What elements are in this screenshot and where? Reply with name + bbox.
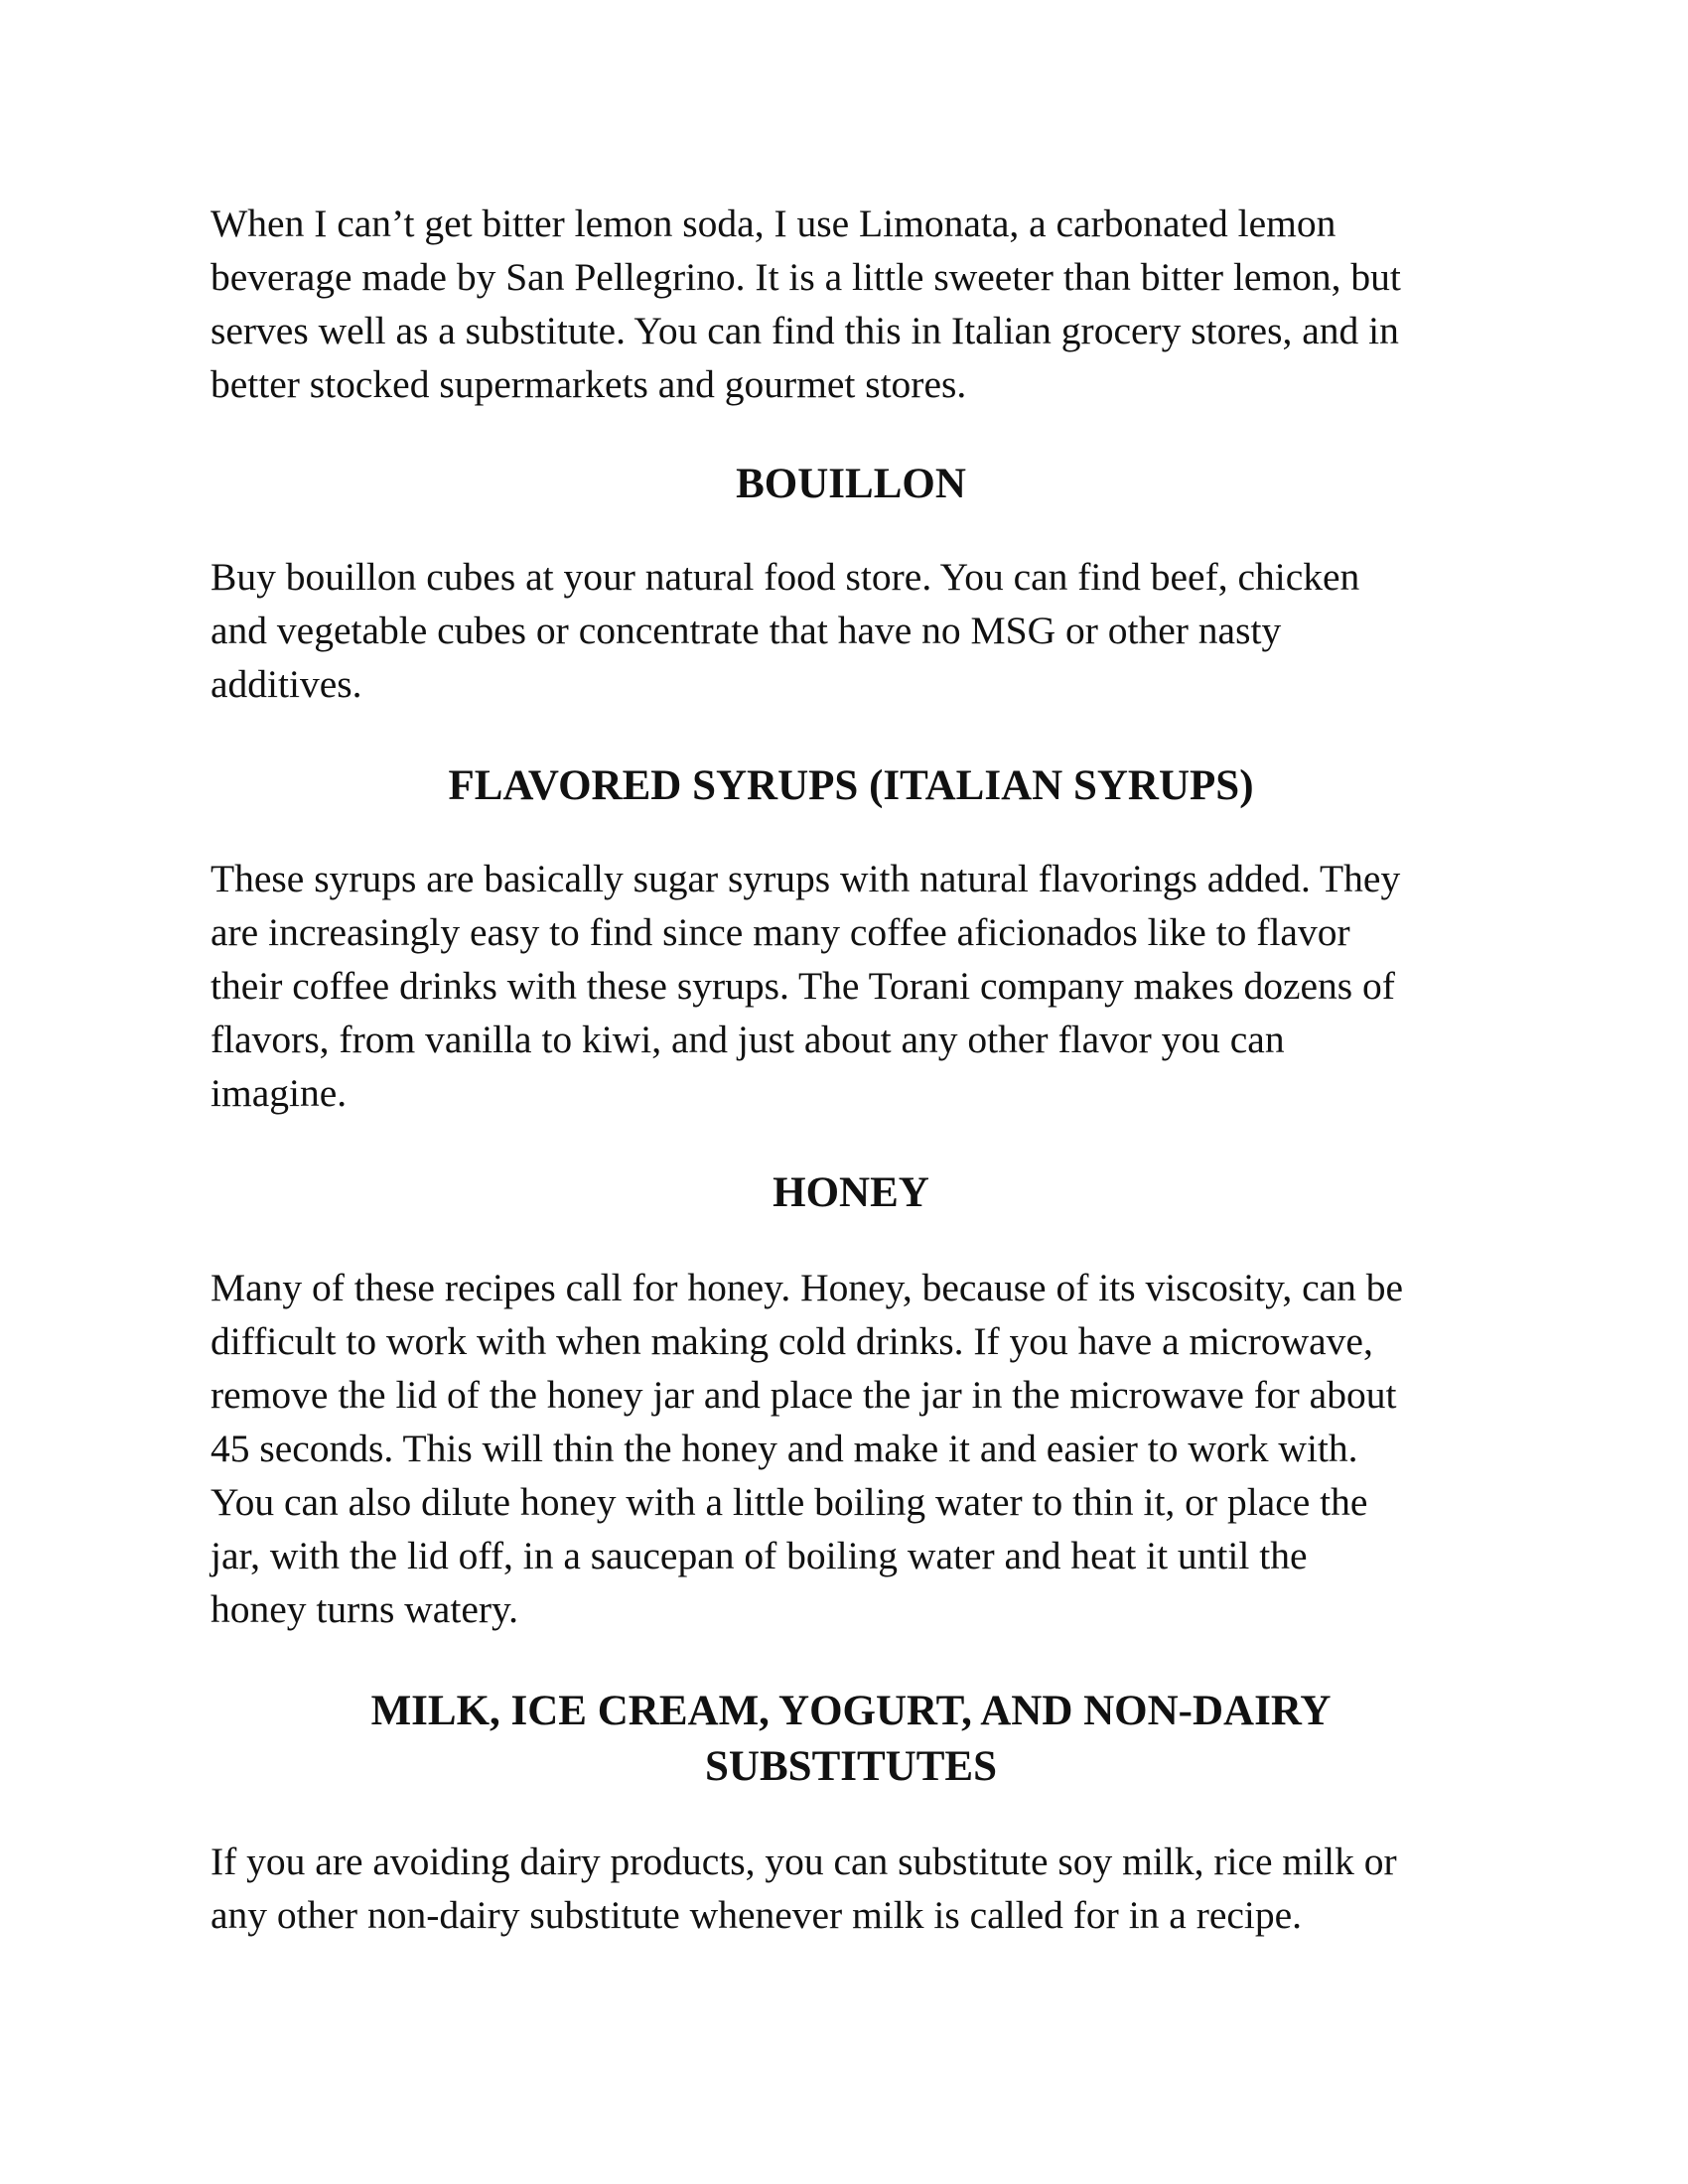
text-line: are increasingly easy to find since many coffee aficionados like to flavor	[211, 910, 1350, 954]
milk-heading	[211, 1684, 1491, 1795]
text-line: When I can’t get bitter lemon soda, I use Limonata, a carbonated lemon	[211, 202, 1336, 245]
honey-paragraph	[211, 1261, 1491, 1636]
text-line: imagine.	[211, 1071, 348, 1115]
milk-paragraph	[211, 1835, 1491, 1942]
text-line: remove the lid of the honey jar and place the jar in the microwave for about	[211, 1373, 1397, 1417]
text-line: flavors, from vanilla to kiwi, and just about any other flavor you can	[211, 1018, 1285, 1061]
text-line: honey turns watery.	[211, 1587, 519, 1631]
honey-heading: HONEY	[773, 1169, 929, 1216]
text-line: difficult to work with when making cold drinks. If you have a microwave,	[211, 1319, 1373, 1363]
document-page	[211, 197, 1491, 1942]
text-line: Buy bouillon cubes at your natural food store. You can find beef, chicken	[211, 555, 1360, 599]
text-line: If you are avoiding dairy products, you can substitute soy milk, rice milk or	[211, 1840, 1397, 1883]
text-line: These syrups are basically sugar syrups with natural flavorings added. They	[211, 857, 1401, 900]
text-line: serves well as a substitute. You can find this in Italian grocery stores, and in	[211, 309, 1399, 352]
text-line: 45 seconds. This will thin the honey and make it and easier to work with.	[211, 1427, 1358, 1470]
heading-line: MILK, ICE CREAM, YOGURT, AND NON-DAIRY	[370, 1688, 1332, 1734]
text-line: Many of these recipes call for honey. Honey, because of its viscosity, can be	[211, 1266, 1404, 1309]
bouillon-heading: BOUILLON	[736, 461, 966, 507]
text-line: any other non-dairy substitute whenever milk is called for in a recipe.	[211, 1893, 1303, 1937]
heading-line: SUBSTITUTES	[705, 1743, 997, 1790]
text-line: better stocked supermarkets and gourmet stores.	[211, 362, 967, 406]
text-line: beverage made by San Pellegrino. It is a little sweeter than bitter lemon, but	[211, 255, 1401, 299]
text-line: jar, with the lid off, in a saucepan of boiling water and heat it until the	[211, 1534, 1308, 1577]
text-line: You can also dilute honey with a little boiling water to thin it, or place the	[211, 1480, 1368, 1524]
intro-paragraph	[211, 197, 1491, 411]
text-line: additives.	[211, 662, 362, 706]
text-line: their coffee drinks with these syrups. The Torani company makes dozens of	[211, 964, 1395, 1008]
text-line: and vegetable cubes or concentrate that have no MSG or other nasty	[211, 609, 1282, 652]
syrups-heading: FLAVORED SYRUPS (ITALIAN SYRUPS)	[448, 762, 1254, 809]
syrups-paragraph	[211, 852, 1491, 1120]
bouillon-paragraph	[211, 550, 1491, 711]
